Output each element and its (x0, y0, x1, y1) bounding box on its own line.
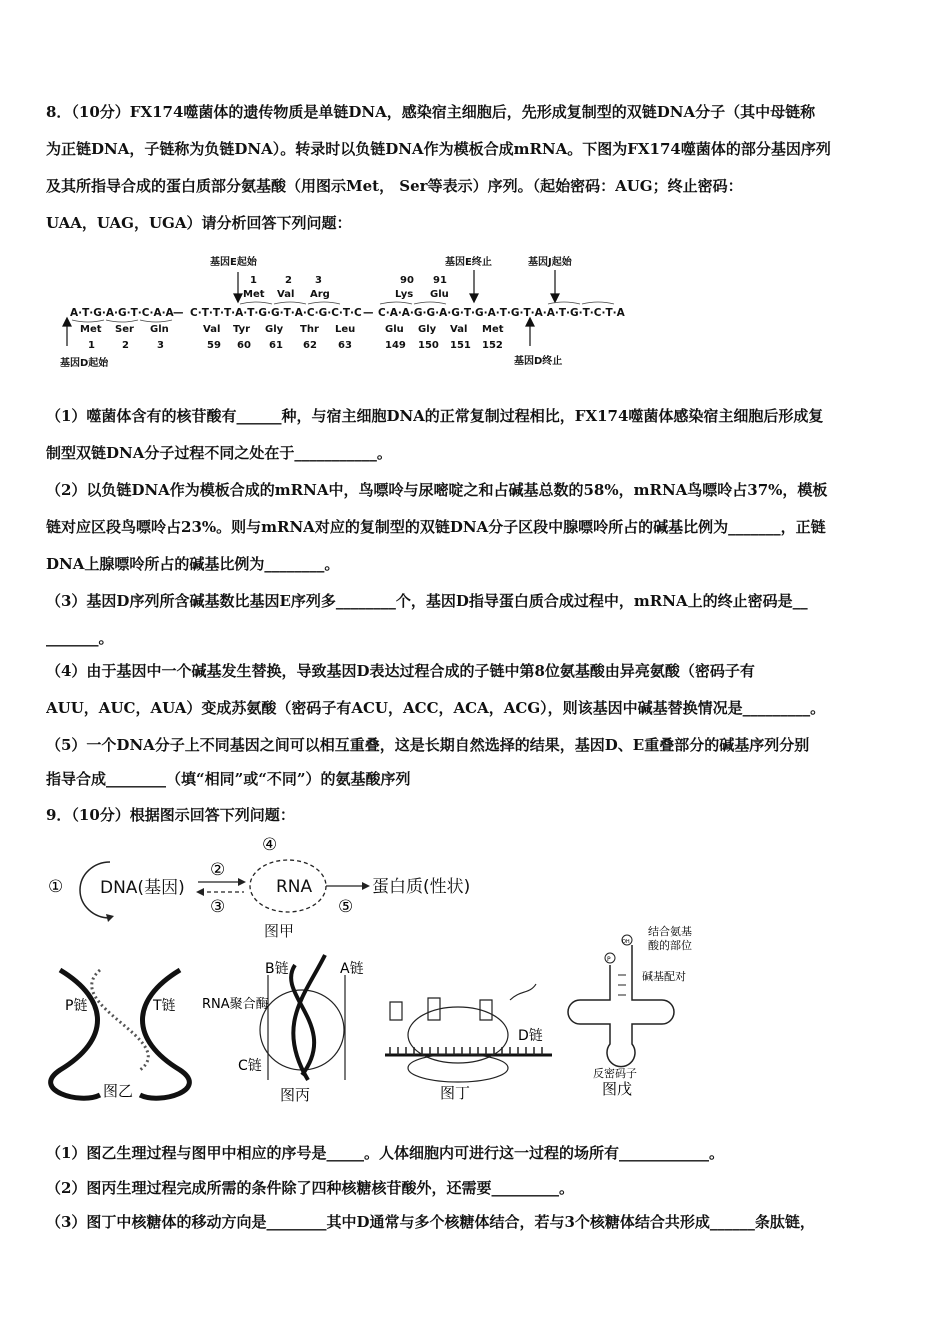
q8-sub-1a: （1）噬菌体含有的核苷酸有______种，与宿主细胞DNA的正常复制过程相比，FX174噬菌体感染宿主细胞后形成复 (46, 407, 824, 425)
figure-ding-label: 图丁 (440, 1084, 471, 1102)
seq-part-1: A·T·G·A·G·T·C·A·A (70, 307, 174, 319)
t-chain-label: T链 (153, 998, 176, 1014)
rna-label: RNA (276, 877, 313, 897)
gene-j-start-label: 基因J起始 (528, 257, 572, 268)
aa-binding-site-label-2: 酸的部位 (648, 939, 692, 952)
q9-title: 9．（10分）根据图示回答下列问题： (46, 806, 295, 824)
aa-binding-site-label-1: 结合氨基 (648, 925, 692, 938)
seq-part-2: C·T·T·T·A·T·G·G·T·A·C·G·C·T·C (190, 307, 362, 319)
d-num-62: 62 (303, 340, 317, 351)
d-num-3: 3 (157, 340, 164, 351)
d-aa-met-1: Met (80, 324, 102, 335)
q8-sub-1b: 制型双链DNA分子过程不同之处在于___________。 (46, 444, 392, 462)
q8-stem-line-1: 8．（10分）FX174噬菌体的遗传物质是单链DNA，感染宿主细胞后，先形成复制型的双链DNA分子（其中母链称 (46, 103, 816, 121)
e-aa-glu: Glu (430, 289, 449, 300)
e-num-3: 3 (315, 275, 322, 286)
e-aa-lys: Lys (395, 289, 414, 300)
d-aa-ser: Ser (115, 324, 134, 335)
step-1-num: ① (48, 877, 64, 897)
anticodon-label: 反密码子 (593, 1067, 637, 1080)
figure-ding (385, 984, 552, 1102)
c-chain-label: C链 (238, 1058, 262, 1074)
a-chain-label: A链 (340, 961, 364, 977)
q8-stem-line-3: 及其所指导合成的蛋白质部分氨基酸（用图示Met， Ser等表示）序列。（起始密码：AUG；终止密码： (46, 177, 743, 195)
gene-d-start-label: 基因D起始 (60, 358, 109, 369)
d-num-149: 149 (385, 340, 406, 351)
e-num-2: 2 (285, 275, 292, 286)
b-chain-label: B链 (265, 961, 289, 977)
q8-sub-3a: （3）基因D序列所含碱基数比基因E序列多________个，基因D指导蛋白质合成过程中，mRNA上的终止密码是__ (46, 592, 808, 610)
e-aa-met: Met (243, 289, 265, 300)
e-aa-arg: Arg (310, 289, 330, 300)
q8-stem-line-2: 为正链DNA，子链称为负链DNA）。转录时以负链DNA作为模板合成mRNA。下图为FX174噬菌体的部分基因序列 (46, 140, 831, 158)
d-aa-val-59: Val (203, 324, 221, 335)
gene-d-end-label: 基因D终止 (514, 356, 563, 367)
d-aa-gln: Gln (150, 324, 169, 335)
seq-part-3: C·A·A·G·G·A·G·T·G·A·T·G·T·A·A·T·G·T·C·T·A (378, 307, 625, 319)
e-num-91: 91 (433, 275, 447, 286)
d-num-2: 2 (122, 340, 129, 351)
d-num-63: 63 (338, 340, 352, 351)
q8-sub-2a: （2）以负链DNA作为模板合成的mRNA中，鸟嘌呤与尿嘧啶之和占碱基总数的58%，mRNA鸟嘌呤占37%，模板 (46, 481, 828, 499)
gene-e-end-label: 基因E终止 (445, 257, 492, 268)
d-num-151: 151 (450, 340, 471, 351)
figure-bing (202, 955, 364, 1104)
figure-bing-label: 图丙 (280, 1086, 311, 1104)
q9-sub-2: （2）图丙生理过程完成所需的条件除了四种核糖核苷酸外，还需要_________。 (46, 1179, 574, 1197)
figure-yi (51, 970, 190, 1100)
d-aa-val-151: Val (450, 324, 468, 335)
d-num-152: 152 (482, 340, 503, 351)
gene-e-start-label: 基因E起始 (210, 257, 257, 268)
rna-polymerase-label: RNA聚合酶 (202, 997, 269, 1012)
gene-sequence-figure (60, 250, 640, 375)
d-num-61: 61 (269, 340, 283, 351)
figure-jia (48, 835, 470, 940)
e-num-90: 90 (400, 275, 414, 286)
d-aa-leu: Leu (335, 324, 356, 335)
q9-sub-1: （1）图乙生理过程与图甲中相应的序号是_____。人体细胞内可进行这一过程的场所有____________。 (46, 1144, 724, 1162)
dna-gene-label: DNA(基因) (100, 878, 185, 898)
base-pairing-label: 碱基配对 (642, 970, 686, 983)
d-aa-tyr: Tyr (233, 324, 251, 335)
protein-trait-label: 蛋白质(性状) (372, 877, 471, 897)
q8-sub-2b: 链对应区段鸟嘌呤占23%。则与mRNA对应的复制型的双链DNA分子区段中腺嘌呤所占的碱基比例为_______，正链 (46, 518, 826, 536)
q9-sub-3: （3）图丁中核糖体的移动方向是________其中D通常与多个核糖体结合，若与3个核糖体结合共形成______条肽链， (46, 1213, 815, 1231)
figure-yi-label: 图乙 (103, 1082, 134, 1100)
central-dogma-figure (40, 830, 920, 1120)
q8-stem-line-4: UAA，UAG，UGA）请分析回答下列问题： (46, 214, 352, 232)
d-num-1: 1 (88, 340, 95, 351)
e-aa-val: Val (277, 289, 295, 300)
p-label: P (607, 956, 611, 963)
d-aa-thr: Thr (300, 324, 319, 335)
figure-wu-label: 图戊 (602, 1080, 633, 1098)
q8-sub-2c: DNA上腺嘌呤所占的碱基比例为________。 (46, 555, 340, 573)
step-4-num: ④ (262, 835, 278, 855)
d-num-150: 150 (418, 340, 439, 351)
figure-wu (568, 924, 692, 1098)
d-aa-glu: Glu (385, 324, 404, 335)
q8-sub-4a: （4）由于基因中一个碱基发生替换，导致基因D表达过程合成的子链中第8位氨基酸由异亮氨酸（密码子有 (46, 662, 755, 680)
step-3-num: ③ (210, 897, 226, 917)
d-aa-met-152: Met (482, 324, 504, 335)
seq-gap-1: — (173, 307, 184, 319)
step-5-num: ⑤ (338, 897, 354, 917)
d-chain-label: D链 (518, 1028, 543, 1044)
q8-sub-5a: （5）一个DNA分子上不同基因之间可以相互重叠，这是长期自然选择的结果，基因D、E重叠部分的碱基序列分别 (46, 736, 810, 754)
d-aa-gly-61: Gly (265, 324, 284, 335)
q8-sub-4b: AUU，AUC，AUA）变成苏氨酸（密码子有ACU，ACC，ACA，ACG），则该基因中碱基替换情况是_________。 (46, 699, 826, 717)
step-2-num: ② (210, 860, 226, 880)
e-num-1: 1 (250, 275, 257, 286)
q8-sub-5b: 指导合成________（填“相同”或“不同”）的氨基酸序列 (46, 770, 411, 788)
d-num-60: 60 (237, 340, 251, 351)
q8-sub-3b: _______。 (46, 629, 114, 647)
d-aa-gly-150: Gly (418, 324, 437, 335)
d-num-59: 59 (207, 340, 221, 351)
figure-jia-label: 图甲 (264, 922, 295, 940)
oh-label: OH (622, 939, 630, 945)
p-chain-label: P链 (65, 998, 88, 1014)
seq-gap-2: — (363, 307, 374, 319)
